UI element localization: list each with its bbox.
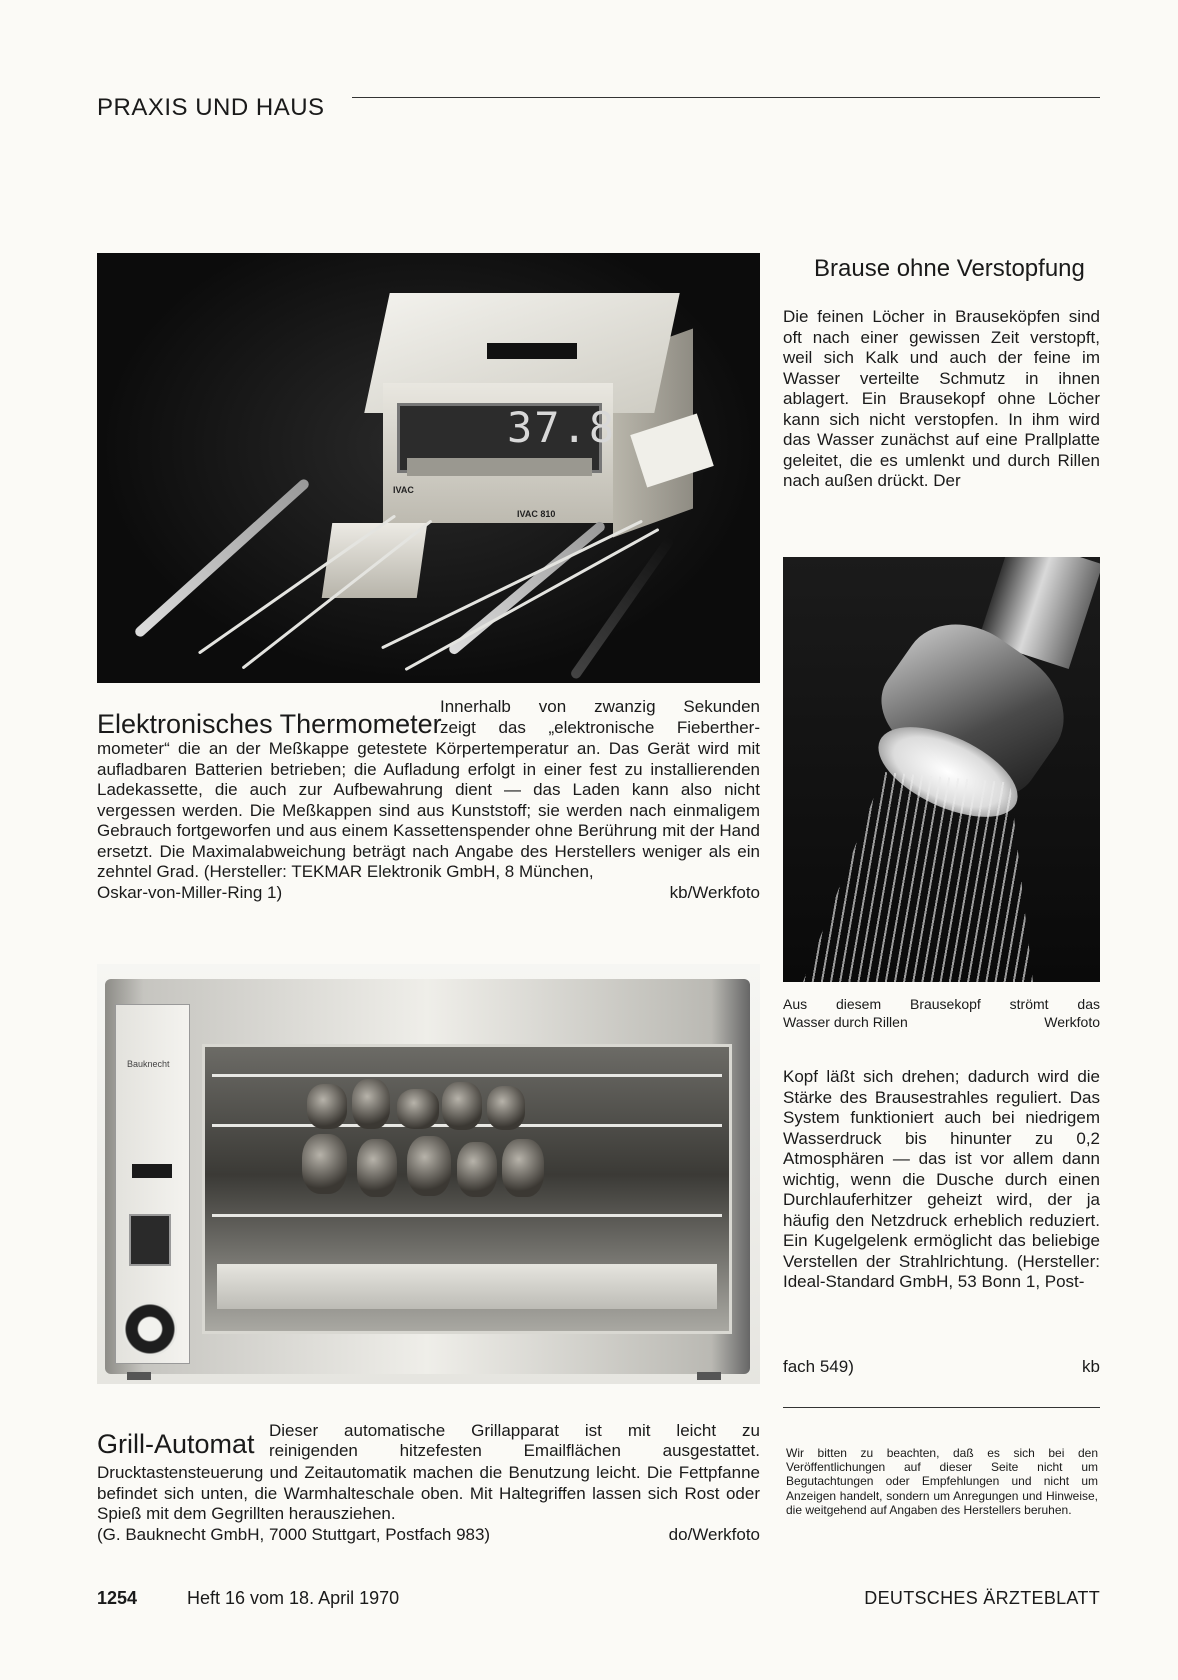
thermometer-heading: Elektronisches Thermometer: [97, 709, 442, 739]
probe-dark: [569, 536, 675, 681]
food-item-6: [302, 1134, 347, 1194]
thermometer-article: [97, 697, 760, 903]
thermometer-lead-line1: Innerhalb von zwanzig Sekunden: [440, 697, 760, 716]
grill-foot-left: [127, 1372, 151, 1380]
food-item-2: [352, 1079, 390, 1129]
thermometer-credit: kb/Werkfoto: [669, 882, 760, 902]
food-item-10: [502, 1139, 544, 1197]
thermometer-lead-line2: zeigt das „elektronische Fieberther-: [440, 718, 760, 737]
shower-last-line: fach 549): [783, 1357, 854, 1376]
grill-article: [97, 1421, 760, 1545]
shower-caption-credit: Werkfoto: [1044, 1014, 1100, 1030]
device-slot: [487, 343, 577, 359]
shower-heading: Brause ohne Verstopfung: [814, 255, 1085, 282]
shower-photo: [783, 557, 1100, 982]
probe-left: [133, 477, 311, 638]
grill-drip-tray: [217, 1264, 717, 1309]
grill-timer-display: [132, 1164, 172, 1178]
shower-caption-line2: Wasser durch Rillen: [783, 1014, 908, 1030]
grill-photo: [97, 964, 760, 1384]
device-brand-right: IVAC 810: [517, 509, 556, 519]
page-number: 1254: [97, 1588, 138, 1608]
display-label-strip: [407, 458, 592, 476]
device-brand-left: IVAC: [393, 485, 414, 495]
grill-foot-right: [697, 1372, 721, 1380]
probe-right: [447, 520, 607, 656]
issue-info: Heft 16 vom 18. April 1970: [187, 1588, 400, 1608]
water-jets: [803, 772, 1033, 982]
journal-name: DEUTSCHES ÄRZTEBLATT: [864, 1588, 1100, 1608]
food-item-4: [442, 1082, 482, 1130]
food-item-1: [307, 1084, 347, 1129]
disclaimer-notice: Wir bitten zu beachten, daß es sich bei den Veröffentlichungen auf dieser Seite nicht um Begutachtungen oder Empfehlungen und nicht um Anzeigen handelt, sondern um Anregungen und Hinweise, die weitgehend auf Angaben des Herstellers beruhen.: [786, 1446, 1098, 1517]
grill-heading: Grill-Automat: [97, 1429, 255, 1459]
thermometer-photo: [97, 253, 760, 683]
grill-credit: do/Werkfoto: [668, 1524, 760, 1544]
grill-lead-line1: Dieser automatische Grillapparat ist mit leicht zu: [269, 1421, 760, 1440]
shower-text-part2: Kopf läßt sich drehen; dadurch wird die Stärke des Brausestrahles reguliert. Das System funktioniert auch bei niedrigem Wasserdruck bis hinunter zu 0,2 Atmosphären — das ist vor allem dann wichtig, wenn die Dusche durch einen Durchlauferhitzer geheizt wird, der ja häufig den Netzdruck erheblich reduziert. Ein Kugelgelenk ermöglicht das beliebige Verstellen der Strahlrichtung. (Hersteller: Ideal-Standard GmbH, 53 Bonn 1, Post-: [783, 1067, 1100, 1291]
grill-push-buttons: [129, 1214, 171, 1266]
grill-brand: Bauknecht: [127, 1059, 170, 1069]
grill-rack-rod: [212, 1214, 722, 1217]
food-item-3: [397, 1089, 439, 1129]
grill-body: Drucktastensteuerung und Zeitautomatik machen die Benutzung leicht. Die Fettpfanne befindet sich unten, die Warmhalteschale oben. Mit Haltegriffen lassen sich Rost oder Spieß mit dem Gegrillten herausziehen.: [97, 1463, 760, 1523]
food-item-5: [487, 1086, 525, 1130]
food-item-7: [357, 1139, 397, 1197]
spit-rod-1: [212, 1074, 722, 1077]
thermometer-last-line: Oskar-von-Miller-Ring 1): [97, 882, 283, 902]
food-item-9: [457, 1142, 497, 1197]
display-value: 37.8: [507, 403, 617, 452]
grill-lead-line2: reinigenden hitzefesten Emailflächen ausgestattet.: [269, 1441, 760, 1460]
shower-caption-line1: Aus diesem Brausekopf strömt das: [783, 996, 1100, 1012]
section-title: PRAXIS UND HAUS: [97, 94, 325, 121]
shower-credit: kb: [1082, 1357, 1100, 1376]
grill-timer-knob: [123, 1302, 177, 1356]
food-item-8: [407, 1136, 451, 1196]
shower-text-part1: Die feinen Löcher in Brauseköpfen sind oft nach einer gewissen Zeit verstopft, weil sich Kalk und auch der feine im Wasser verteilte Schmutz in ihnen ablagert. Ein Brausekopf ohne Löcher kann sich nicht verstopfen. In ihm wird das Wasser zunächst auf eine Prallplatte geleitet, die es umlenkt und durch Rillen nach außen drückt. Der: [783, 307, 1100, 490]
header-rule: [352, 97, 1100, 98]
thermometer-body: mometer“ die an der Meßkappe getestete Körpertemperatur an. Das Gerät wird mit aufladbaren Batterien betrieben; die Aufladung erfolgt in einer fest zu installierenden Ladekassette, die auch zur Aufbewahrung dient — das Laden kann also nicht vergessen werden. Die Meßkappen sind aus Kunststoff; sie werden nach einmaligem Gebrauch fortgeworfen und aus einem Kassettenspender ohne Berührung mit der Hand ersetzt. Die Maximalabweichung beträgt nach Angabe des Herstellers weniger als ein zehntel Grad. (Hersteller: TEKMAR Elektronik GmbH, 8 München,: [97, 739, 760, 881]
notice-rule: [783, 1407, 1100, 1408]
grill-last-line: (G. Bauknecht GmbH, 7000 Stuttgart, Postfach 983): [97, 1524, 491, 1544]
